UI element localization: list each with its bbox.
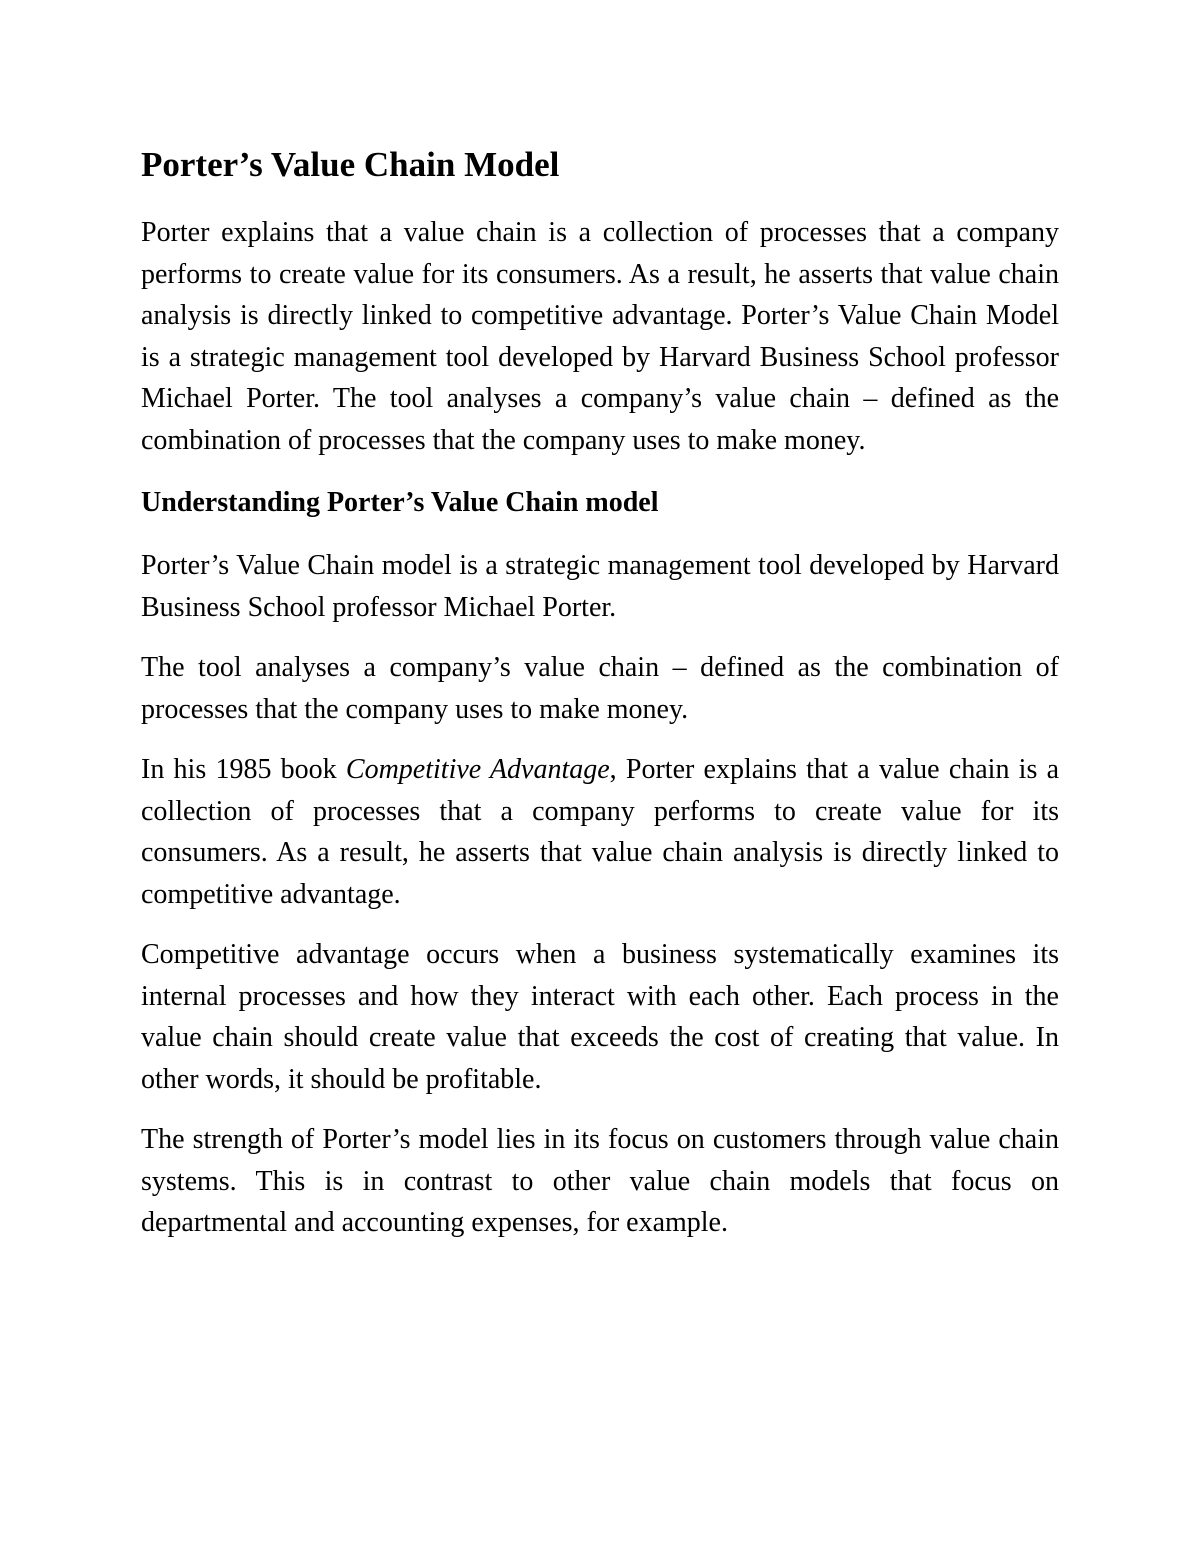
paragraph-3 — [141, 749, 1059, 915]
section-heading: Understanding Porter’s Value Chain model — [141, 487, 659, 518]
paragraph-5: The strength of Porter’s model lies in its focus on customers through value chain systems. This is in contrast to other value chain models that focus on departmental and accounting expenses, for example. — [141, 1124, 1059, 1238]
paragraph-4: Competitive advantage occurs when a business systematically examines its internal processes and how they interact with each other. Each process in the value chain should create value that exceeds the cost of creating that value. In other words, it should be profitable. — [141, 939, 1059, 1095]
book-title: Competitive Advantage — [345, 754, 610, 785]
paragraph-3-after: , Porter explains that a value chain is a collection of processes that a company performs to create value for its consumers. As a result, he asserts that value chain analysis is directly linked to competitive advantage. — [141, 754, 1060, 910]
intro-paragraph: Porter explains that a value chain is a collection of processes that a company performs to create value for its consumers. As a result, he asserts that value chain analysis is directly linked to competitive advantage. Porter’s Value Chain Model is a strategic management tool developed by Harvard Business School professor Michael Porter. The tool analyses a company’s value chain – defined as the combination of processes that the company uses to make money. — [141, 217, 1059, 456]
document-body — [141, 138, 1059, 1263]
paragraph-1: Porter’s Value Chain model is a strategic management tool developed by Harvard Business School professor Michael Porter. — [141, 550, 1059, 623]
paragraph-2: The tool analyses a company’s value chain – defined as the combination of processes that the company uses to make money. — [141, 652, 1059, 725]
document-title: Porter’s Value Chain Model — [141, 145, 560, 184]
paragraph-3-before: In his 1985 book — [141, 754, 346, 785]
